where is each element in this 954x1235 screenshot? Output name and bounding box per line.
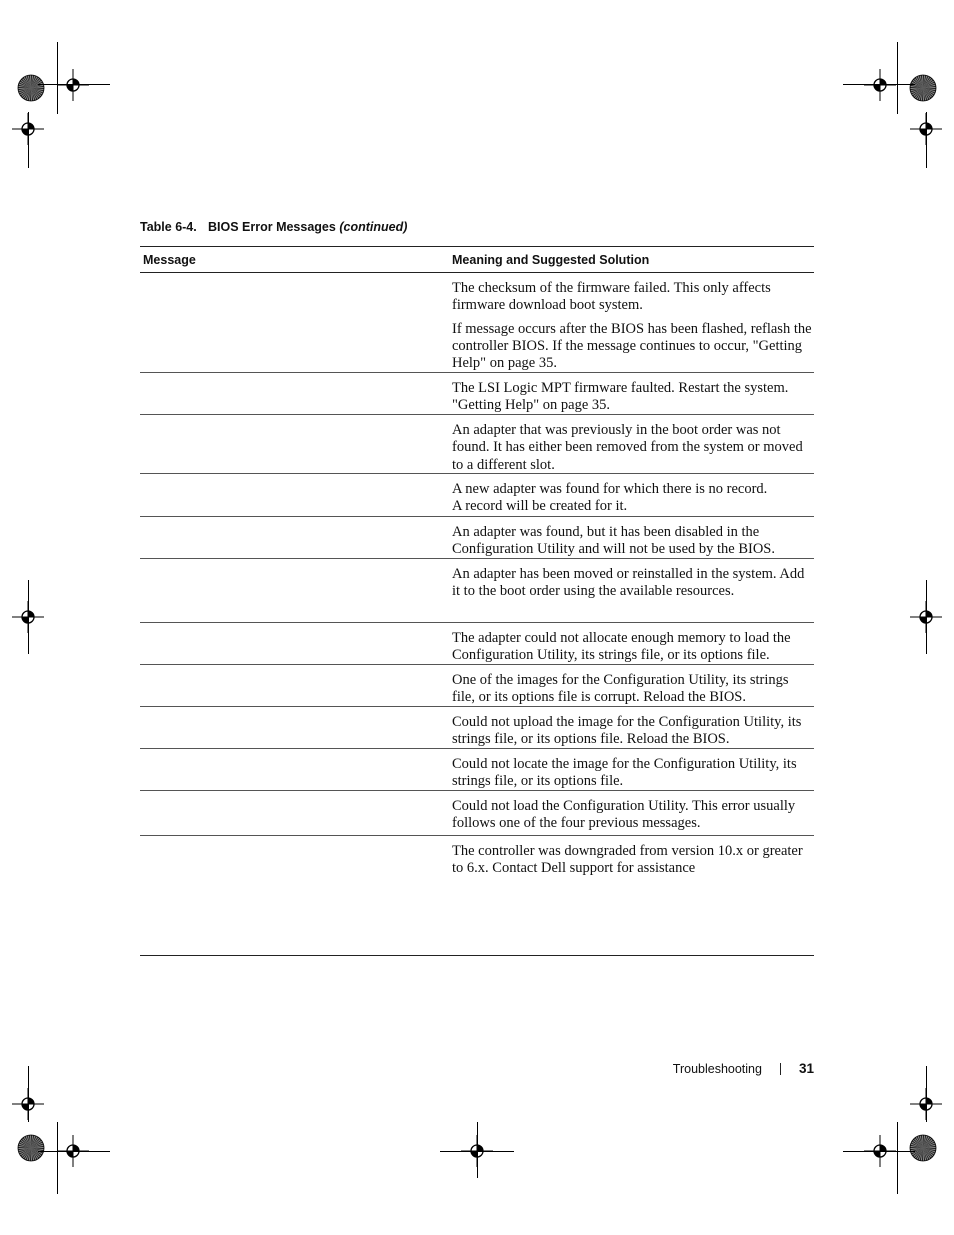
solution-paragraph: An adapter has been moved or reinstalled in the system. Add it to the boot order using the available resources. — [452, 566, 805, 600]
message-cell — [140, 273, 452, 372]
bios-error-table — [140, 246, 814, 956]
solution-paragraph: Could not locate the image for the Configuration Utility, its strings file, or its options file. — [452, 756, 797, 790]
solution-paragraph: Could not load the Configuration Utility. This error usually follows one of the four previous messages. — [452, 798, 796, 832]
solution-paragraph: The adapter could not allocate enough memory to load the Configuration Utility, its strings file, or its options file. — [452, 630, 791, 664]
crop-mark-line — [38, 84, 110, 85]
column-header-solution: Meaning and Suggested Solution — [452, 252, 650, 267]
crop-mark-line — [897, 1122, 898, 1194]
table-number: Table 6-4. — [140, 220, 197, 234]
solution-cell — [452, 474, 814, 516]
crop-mark-line — [843, 84, 915, 85]
solution-cell — [452, 415, 814, 473]
solution-paragraph: The controller was downgraded from version 10.x or greater to 6.x. Contact Dell support for assistance — [452, 843, 803, 877]
crop-mark-line — [57, 1122, 58, 1194]
solution-cell — [452, 623, 814, 664]
solution-cell — [452, 373, 814, 414]
message-cell — [140, 791, 452, 835]
table-caption — [140, 220, 407, 234]
table-title: BIOS Error Messages — [208, 220, 336, 234]
table-row — [140, 273, 814, 373]
crop-mark-line — [843, 1151, 915, 1152]
message-cell — [140, 749, 452, 790]
table-row — [140, 474, 814, 517]
column-header-message: Message — [143, 252, 196, 267]
solution-paragraph: The LSI Logic MPT firmware faulted. Restart the system. "Getting Help" on page 35. — [452, 380, 789, 414]
message-cell — [140, 559, 452, 622]
registration-starburst-icon — [909, 74, 937, 102]
solution-paragraph: One of the images for the Configuration Utility, its strings file, or its options file is corrupt. Reload the BIOS. — [452, 672, 789, 706]
crop-mark-line — [926, 580, 927, 654]
message-cell — [140, 623, 452, 664]
message-cell — [140, 517, 452, 558]
table-continued: (continued) — [339, 220, 408, 234]
solution-cell — [452, 559, 814, 622]
crop-mark-line — [477, 1122, 478, 1178]
message-cell — [140, 474, 452, 516]
solution-cell — [452, 749, 814, 790]
solution-paragraph: An adapter that was previously in the boot order was not found. It has either been removed from the system or moved to a different slot. — [452, 422, 803, 473]
message-cell — [140, 373, 452, 414]
table-row — [140, 517, 814, 559]
table-row — [140, 623, 814, 665]
crop-mark-line — [28, 112, 29, 168]
table-row — [140, 415, 814, 474]
table-row — [140, 559, 814, 623]
table-row — [140, 836, 814, 956]
crop-mark-line — [926, 112, 927, 168]
crop-mark-line — [926, 1066, 927, 1122]
message-cell — [140, 415, 452, 473]
registration-crosshair-icon — [864, 69, 896, 101]
solution-paragraph: Could not upload the image for the Configuration Utility, its strings file, or its options file. Reload the BIOS. — [452, 714, 802, 748]
table-row — [140, 749, 814, 791]
footer-divider — [780, 1063, 781, 1075]
solution-paragraph: The checksum of the firmware failed. This only affects firmware download boot system. — [452, 280, 771, 314]
table-body — [140, 273, 814, 956]
registration-starburst-icon — [17, 1134, 45, 1162]
footer-section-title: Troubleshooting — [672, 1061, 762, 1076]
registration-starburst-icon — [909, 1134, 937, 1162]
registration-crosshair-icon — [57, 69, 89, 101]
crop-mark-line — [28, 580, 29, 654]
solution-cell — [452, 273, 814, 372]
crop-mark-line — [57, 42, 58, 114]
page-footer — [673, 1061, 814, 1076]
solution-paragraph: If message occurs after the BIOS has been flashed, reflash the controller BIOS. If the message continues to occur, "Getting Help" on page 35. — [452, 320, 812, 372]
page-number: 31 — [798, 1061, 814, 1076]
table-row — [140, 373, 814, 415]
registration-starburst-icon — [17, 74, 45, 102]
crop-mark-line — [38, 1151, 110, 1152]
solution-paragraph: An adapter was found, but it has been disabled in the Configuration Utility and will not be used by the BIOS. — [452, 524, 776, 558]
solution-cell — [452, 836, 814, 955]
crop-mark-line — [897, 42, 898, 114]
solution-cell — [452, 791, 814, 835]
table-row — [140, 707, 814, 749]
table-row — [140, 791, 814, 836]
message-cell — [140, 665, 452, 706]
table-row — [140, 665, 814, 707]
message-cell — [140, 707, 452, 748]
solution-cell — [452, 665, 814, 706]
table-header-row — [140, 247, 814, 273]
crop-mark-line — [28, 1066, 29, 1122]
solution-cell — [452, 517, 814, 558]
solution-paragraph: A new adapter was found for which there is no record. A record will be created for it. — [452, 481, 768, 515]
solution-cell — [452, 707, 814, 748]
message-cell — [140, 836, 452, 955]
